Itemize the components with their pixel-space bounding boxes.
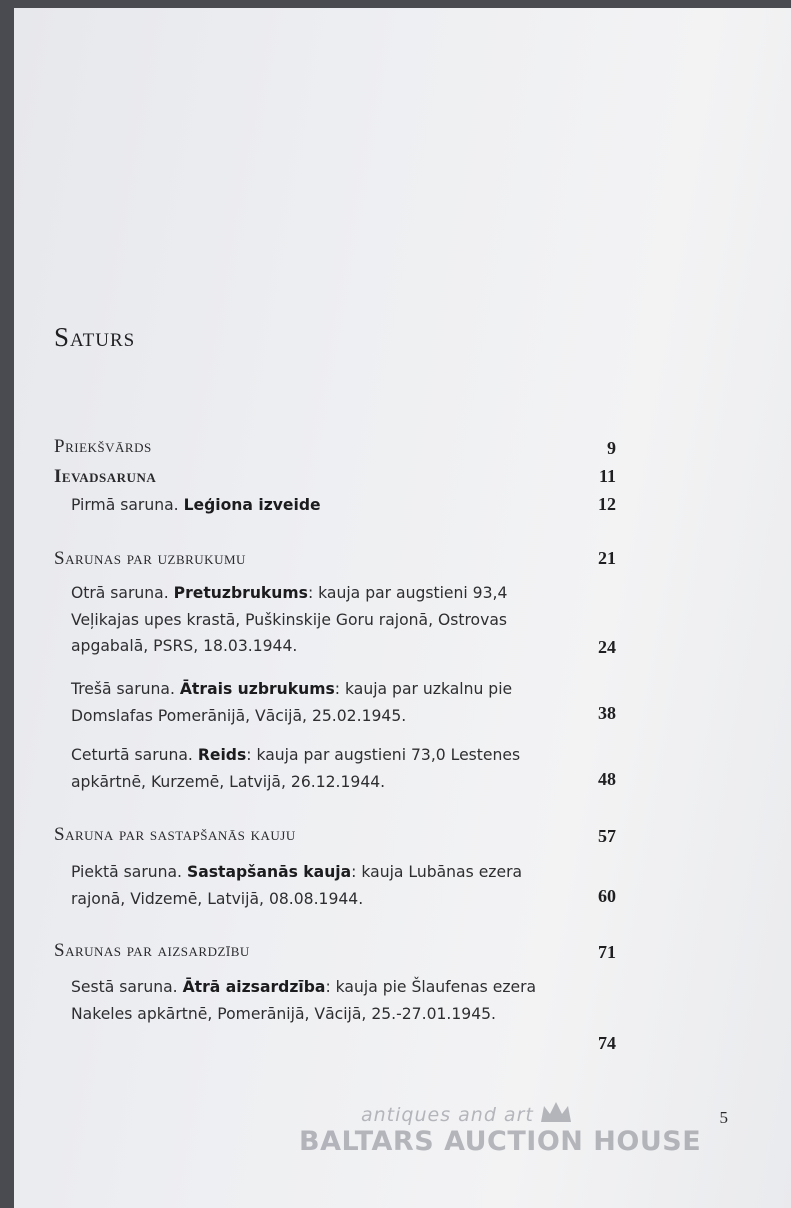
toc-entry-introduction: Ievadsaruna [54, 466, 157, 487]
toc-page-number: 24 [598, 637, 616, 657]
toc-section-defense: Sarunas par aizsardzību [54, 940, 250, 961]
page-folio: 5 [719, 1108, 728, 1127]
toc-entry-foreword: Priekšvārds [54, 436, 152, 457]
toc-section-encounter: Saruna par sastapšanās kauju [54, 824, 296, 845]
page-title: Saturs [54, 322, 136, 352]
toc-section-attack: Sarunas par uzbrukumu [54, 548, 246, 569]
toc-subentry: Piektā saruna. Sastapšanās kauja: kauja Lubānas ezera rajonā, Vidzemē, Latvijā, 08.08.1944. [71, 863, 523, 908]
watermark [295, 1100, 715, 1170]
book-page [14, 8, 791, 1208]
watermark-tagline: antiques and art [361, 1104, 534, 1126]
toc-subentry: Ceturtā saruna. Reids: kauja par augstieni 73,0 Lestenes apkārtnē, Kurzemē, Latvijā, 26.12.1944. [71, 746, 521, 791]
toc-page-number: 48 [598, 769, 616, 789]
toc-page-number: 9 [607, 438, 616, 458]
toc-page-number: 11 [598, 466, 616, 486]
toc-page-number: 57 [598, 826, 616, 846]
watermark-brand: BALTARS AUCTION HOUSE [299, 1126, 702, 1157]
toc-subentry: Otrā saruna. Pretuzbrukums: kauja par augstieni 93,4 Veļikajas upes krastā, Puškinskije Goru rajonā, Ostrovas apgabalā, PSRS, 18.03.1944. [71, 584, 508, 655]
toc-page-number: 21 [598, 548, 616, 568]
toc-page-number: 60 [598, 886, 616, 906]
toc-page-number: 12 [598, 494, 616, 514]
toc-page-number: 74 [598, 1033, 616, 1053]
crown-icon [539, 1100, 573, 1124]
toc-subentry: Pirmā saruna. Leģiona izveide [71, 496, 321, 514]
toc-subentry: Sestā saruna. Ātrā aizsardzība: kauja pie Šlaufenas ezera Nakeles apkārtnē, Pomerānijā, Vācijā, 25.-27.01.1945. [71, 978, 537, 1023]
toc-subentry: Trešā saruna. Ātrais uzbrukums: kauja par uzkalnu pie Domslafas Pomerānijā, Vācijā, 25.02.1945. [71, 680, 513, 725]
toc-page-number: 38 [598, 703, 616, 723]
toc-page-number: 71 [598, 942, 616, 962]
